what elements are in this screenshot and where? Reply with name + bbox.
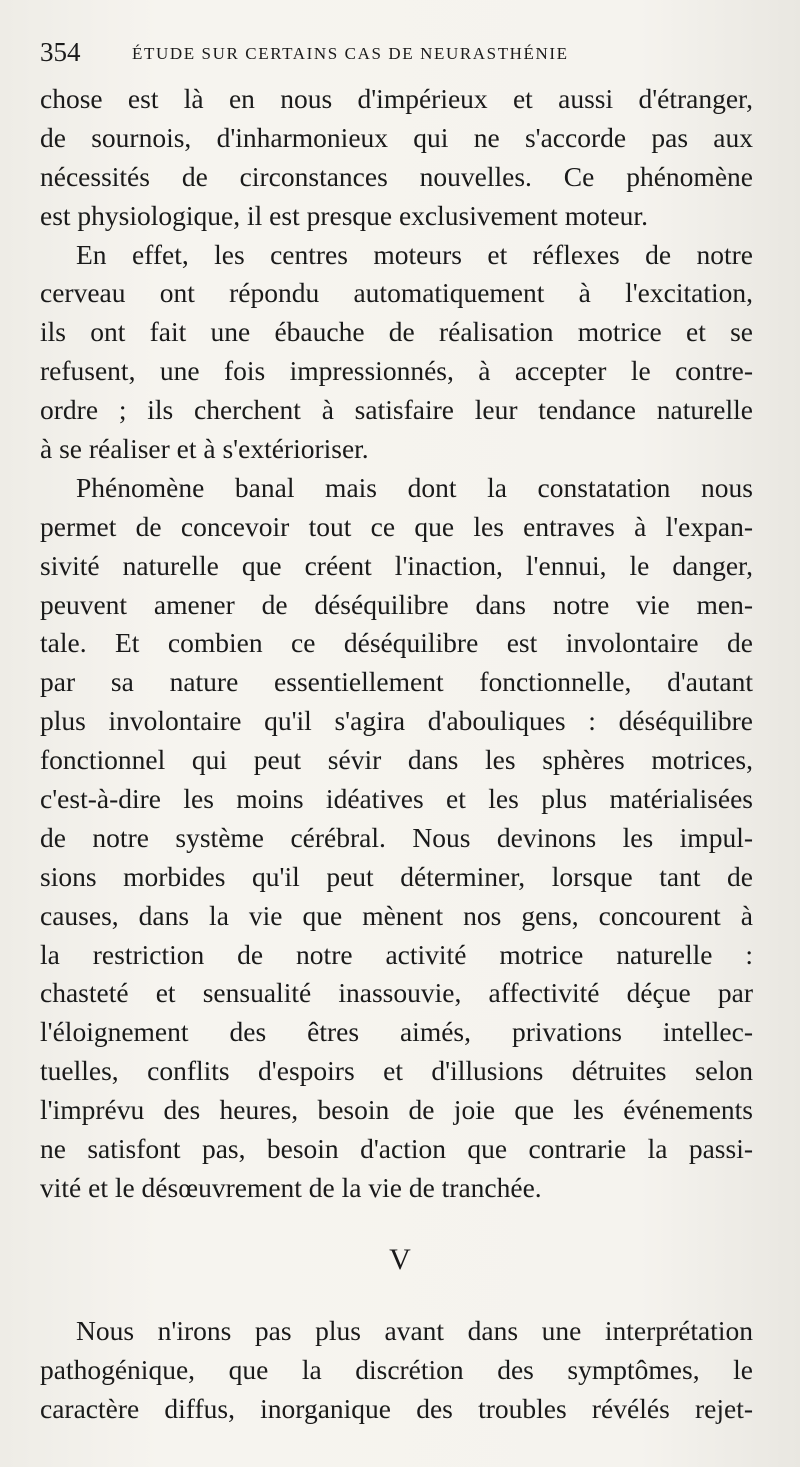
text-line: à se réaliser et à s'extérioriser.: [40, 433, 369, 465]
text-line: cerveau ont répondu automatiquement à l'excitation,: [40, 277, 753, 309]
text-line: de notre système cérébral. Nous devinons les impul-: [40, 821, 753, 853]
page-number: 354: [40, 37, 81, 67]
text-line: sivité naturelle que créent l'inaction, l'ennui, le danger,: [40, 549, 753, 581]
text-line: refusent, une fois impressionnés, à accepter le contre-: [40, 355, 753, 387]
text-line: plus involontaire qu'il s'agira d'abouliques : déséquilibre: [40, 705, 753, 737]
text-line: ne satisfont pas, besoin d'action que contrarie la passi-: [40, 1133, 753, 1165]
text-line: tuelles, conflits d'espoirs et d'illusions détruites selon: [40, 1055, 753, 1087]
text-line: En effet, les centres moteurs et réflexes de notre: [76, 238, 753, 270]
text-line: Phénomène banal mais dont la constatation nous: [76, 471, 753, 503]
text-line: la restriction de notre activité motrice naturelle :: [40, 938, 753, 970]
text-line: vité et le désœuvrement de la vie de tranchée.: [40, 1171, 542, 1203]
text-line: fonctionnel qui peut sévir dans les sphères motrices,: [40, 744, 753, 776]
text-line: permet de concevoir tout ce que les entraves à l'expan-: [40, 510, 753, 542]
text-line: tale. Et combien ce déséquilibre est involontaire de: [40, 627, 753, 659]
text-line: par sa nature essentiellement fonctionnelle, d'autant: [40, 666, 753, 698]
text-line: caractère diffus, inorganique des troubles révélés rejet-: [40, 1392, 753, 1424]
text-line: est physiologique, il est presque exclusivement moteur.: [40, 199, 648, 231]
text-line: causes, dans la vie que mènent nos gens, concourent à: [40, 899, 753, 931]
text-line: l'imprévu des heures, besoin de joie que les événements: [40, 1094, 753, 1126]
text-line: de sournois, d'inharmonieux qui ne s'accorde pas aux: [40, 121, 753, 153]
text-line: ordre ; ils cherchent à satisfaire leur tendance naturelle: [40, 394, 753, 426]
text-line: chose est là en nous d'impérieux et aussi d'étranger,: [40, 83, 753, 114]
text-line: Nous n'irons pas plus avant dans une interprétation: [76, 1315, 753, 1346]
text-line: peuvent amener de déséquilibre dans notre vie men-: [40, 588, 753, 620]
body-text: [40, 80, 753, 1208]
running-head: ÉTUDE SUR CERTAINS CAS DE NEURASTHÉNIE: [132, 44, 569, 63]
page-header: [40, 34, 780, 74]
text-line: nécessités de circonstances nouvelles. Ce phénomène: [40, 160, 753, 192]
section-heading: V: [389, 1243, 411, 1276]
text-line: sions morbides qu'il peut déterminer, lorsque tant de: [40, 860, 753, 892]
text-line: l'éloignement des êtres aimés, privations intellec-: [40, 1016, 753, 1048]
text-line: pathogénique, que la discrétion des symptômes, le: [40, 1353, 753, 1385]
text-line: c'est-à-dire les moins idéatives et les plus matérialisées: [40, 783, 753, 815]
text-line: ils ont fait une ébauche de réalisation motrice et se: [40, 316, 753, 348]
body-text-continued: [40, 1312, 753, 1429]
text-line: chasteté et sensualité inassouvie, affectivité déçue par: [40, 977, 753, 1009]
